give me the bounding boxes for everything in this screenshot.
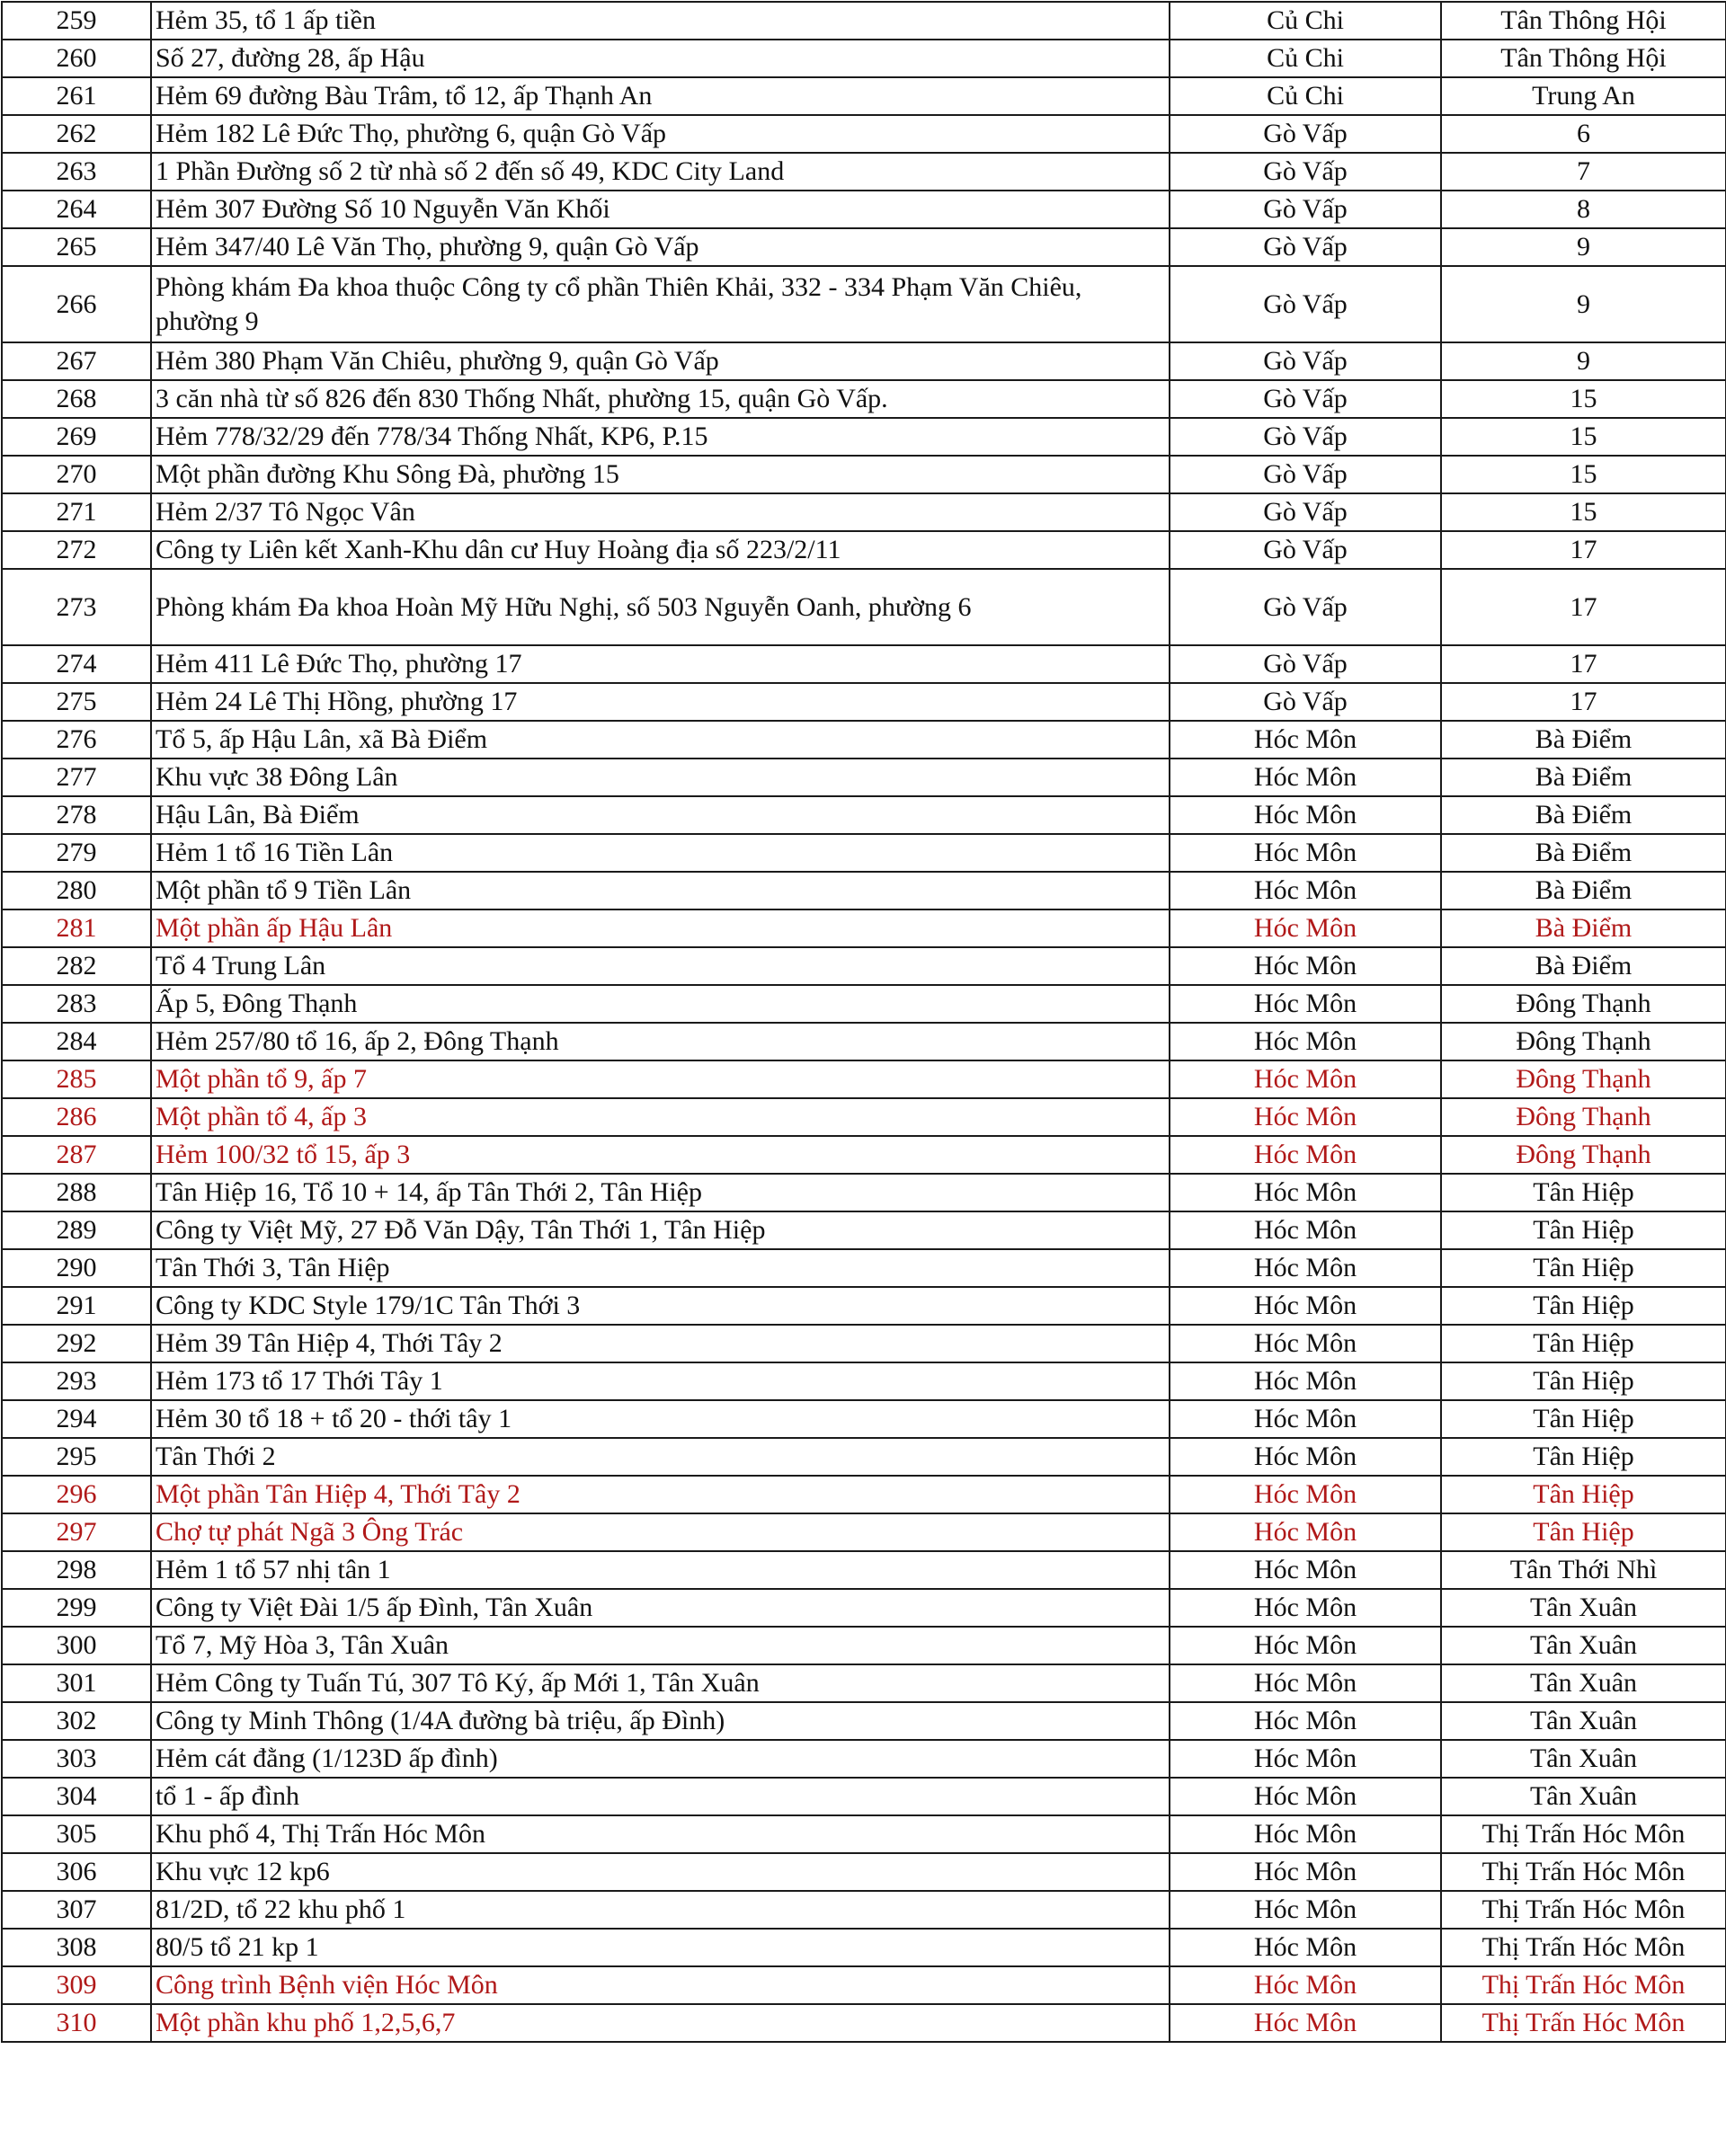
district-cell: Hóc Môn [1170,1476,1441,1513]
ward-cell: Tân Hiệp [1441,1476,1726,1513]
district-cell: Gò Vấp [1170,115,1441,153]
ward-cell: Thị Trấn Hóc Môn [1441,1966,1726,2004]
location-cell: 1 Phần Đường số 2 từ nhà số 2 đến số 49, KDC City Land [151,153,1170,191]
district-cell: Gò Vấp [1170,418,1441,456]
table-row [2,40,1726,77]
ward-cell: Đông Thạnh [1441,1023,1726,1060]
table-row [2,759,1726,796]
table-row [2,342,1726,380]
ward-cell: Tân Hiệp [1441,1362,1726,1400]
row-number-cell: 295 [2,1438,151,1476]
location-cell: Tân Thới 3, Tân Hiệp [151,1249,1170,1287]
district-cell: Hóc Môn [1170,1853,1441,1891]
ward-cell: 7 [1441,153,1726,191]
location-cell: Hẻm 173 tổ 17 Thới Tây 1 [151,1362,1170,1400]
row-number-cell: 262 [2,115,151,153]
row-number-cell: 309 [2,1966,151,2004]
ward-cell: 17 [1441,531,1726,569]
district-cell: Hóc Môn [1170,909,1441,947]
ward-cell: Bà Điểm [1441,834,1726,872]
ward-cell: Đông Thạnh [1441,1136,1726,1174]
table-row [2,569,1726,645]
table-row [2,1249,1726,1287]
row-number-cell: 289 [2,1211,151,1249]
row-number-cell: 294 [2,1400,151,1438]
district-cell: Củ Chi [1170,77,1441,115]
ward-cell: Bà Điểm [1441,909,1726,947]
table-row [2,2004,1726,2042]
location-cell: Công trình Bệnh viện Hóc Môn [151,1966,1170,2004]
district-cell: Hóc Môn [1170,759,1441,796]
district-cell: Hóc Môn [1170,1589,1441,1627]
table-body [2,2,1726,2042]
district-cell: Hóc Môn [1170,1098,1441,1136]
location-cell: Hẻm 257/80 tổ 16, ấp 2, Đông Thạnh [151,1023,1170,1060]
district-cell: Hóc Môn [1170,947,1441,985]
row-number-cell: 259 [2,2,151,40]
table-row [2,834,1726,872]
row-number-cell: 310 [2,2004,151,2042]
row-number-cell: 290 [2,1249,151,1287]
ward-cell: Thị Trấn Hóc Môn [1441,1929,1726,1966]
table-row [2,683,1726,721]
table-row [2,1136,1726,1174]
district-cell: Hóc Môn [1170,1174,1441,1211]
table-row [2,2,1726,40]
ward-cell: Bà Điểm [1441,872,1726,909]
district-cell: Hóc Môn [1170,1702,1441,1740]
row-number-cell: 286 [2,1098,151,1136]
row-number-cell: 265 [2,228,151,266]
table-row [2,1476,1726,1513]
table-row [2,1551,1726,1589]
location-cell: Hẻm Công ty Tuấn Tú, 307 Tô Ký, ấp Mới 1, Tân Xuân [151,1664,1170,1702]
location-cell: Số 27, đường 28, ấp Hậu [151,40,1170,77]
ward-cell: Tân Hiệp [1441,1400,1726,1438]
ward-cell: Tân Hiệp [1441,1174,1726,1211]
ward-cell: Tân Hiệp [1441,1325,1726,1362]
district-cell: Gò Vấp [1170,531,1441,569]
table-row [2,1513,1726,1551]
table-row [2,228,1726,266]
table-row [2,1400,1726,1438]
ward-cell: Tân Thông Hội [1441,40,1726,77]
district-cell: Hóc Môn [1170,1778,1441,1815]
row-number-cell: 297 [2,1513,151,1551]
ward-cell: Tân Xuân [1441,1589,1726,1627]
table-row [2,645,1726,683]
ward-cell: 17 [1441,683,1726,721]
ward-cell: 9 [1441,228,1726,266]
location-cell: Tân Hiệp 16, Tổ 10 + 14, ấp Tân Thới 2, Tân Hiệp [151,1174,1170,1211]
row-number-cell: 292 [2,1325,151,1362]
location-cell: 3 căn nhà từ số 826 đến 830 Thống Nhất, phường 15, quận Gò Vấp. [151,380,1170,418]
ward-cell: Tân Hiệp [1441,1211,1726,1249]
row-number-cell: 276 [2,721,151,759]
row-number-cell: 280 [2,872,151,909]
ward-cell: Tân Thông Hội [1441,2,1726,40]
row-number-cell: 288 [2,1174,151,1211]
location-cell: Hẻm 380 Phạm Văn Chiêu, phường 9, quận Gò Vấp [151,342,1170,380]
ward-cell: 17 [1441,645,1726,683]
table-row [2,1815,1726,1853]
district-cell: Hóc Môn [1170,1060,1441,1098]
row-number-cell: 282 [2,947,151,985]
row-number-cell: 307 [2,1891,151,1929]
ward-cell: Đông Thạnh [1441,1060,1726,1098]
ward-cell: Thị Trấn Hóc Môn [1441,1853,1726,1891]
ward-cell: 15 [1441,493,1726,531]
table-row [2,1325,1726,1362]
table-row [2,796,1726,834]
ward-cell: Tân Xuân [1441,1627,1726,1664]
row-number-cell: 278 [2,796,151,834]
district-cell: Hóc Môn [1170,1438,1441,1476]
ward-cell: Thị Trấn Hóc Môn [1441,2004,1726,2042]
location-cell: Một phần khu phố 1,2,5,6,7 [151,2004,1170,2042]
row-number-cell: 283 [2,985,151,1023]
row-number-cell: 279 [2,834,151,872]
location-cell: Hẻm 2/37 Tô Ngọc Vân [151,493,1170,531]
row-number-cell: 271 [2,493,151,531]
location-cell: Hậu Lân, Bà Điểm [151,796,1170,834]
table-row [2,1929,1726,1966]
location-cell: Hẻm 182 Lê Đức Thọ, phường 6, quận Gò Vấp [151,115,1170,153]
location-cell: Tân Thới 2 [151,1438,1170,1476]
table-row [2,531,1726,569]
table-row [2,493,1726,531]
ward-cell: Tân Hiệp [1441,1287,1726,1325]
row-number-cell: 284 [2,1023,151,1060]
district-cell: Gò Vấp [1170,456,1441,493]
location-cell: Công ty Việt Đài 1/5 ấp Đình, Tân Xuân [151,1589,1170,1627]
district-cell: Hóc Môn [1170,834,1441,872]
district-cell: Hóc Môn [1170,1740,1441,1778]
location-cell: Hẻm 39 Tân Hiệp 4, Thới Tây 2 [151,1325,1170,1362]
location-cell: Hẻm 347/40 Lê Văn Thọ, phường 9, quận Gò Vấp [151,228,1170,266]
ward-cell: 15 [1441,456,1726,493]
ward-cell: Tân Hiệp [1441,1513,1726,1551]
table-row [2,1589,1726,1627]
row-number-cell: 273 [2,569,151,645]
ward-cell: Trung An [1441,77,1726,115]
table-row [2,909,1726,947]
location-cell: Hẻm 307 Đường Số 10 Nguyễn Văn Khối [151,191,1170,228]
district-cell: Gò Vấp [1170,493,1441,531]
ward-cell: Tân Xuân [1441,1702,1726,1740]
table-row [2,418,1726,456]
ward-cell: Tân Hiệp [1441,1438,1726,1476]
ward-cell: 15 [1441,418,1726,456]
district-cell: Hóc Môn [1170,1287,1441,1325]
district-cell: Gò Vấp [1170,645,1441,683]
location-cell: Chợ tự phát Ngã 3 Ông Trác [151,1513,1170,1551]
table-row [2,1627,1726,1664]
location-cell: Hẻm 30 tổ 18 + tổ 20 - thới tây 1 [151,1400,1170,1438]
row-number-cell: 268 [2,380,151,418]
table-row [2,1740,1726,1778]
table-row [2,456,1726,493]
district-cell: Hóc Môn [1170,2004,1441,2042]
district-cell: Hóc Môn [1170,1551,1441,1589]
row-number-cell: 269 [2,418,151,456]
row-number-cell: 263 [2,153,151,191]
district-cell: Hóc Môn [1170,872,1441,909]
table-row [2,1023,1726,1060]
district-cell: Gò Vấp [1170,266,1441,342]
table-row [2,947,1726,985]
location-cell: Công ty KDC Style 179/1C Tân Thới 3 [151,1287,1170,1325]
row-number-cell: 287 [2,1136,151,1174]
table-row [2,77,1726,115]
location-cell: Hẻm 1 tổ 16 Tiền Lân [151,834,1170,872]
ward-cell: 17 [1441,569,1726,645]
ward-cell: Bà Điểm [1441,947,1726,985]
ward-cell: Đông Thạnh [1441,985,1726,1023]
ward-cell: Bà Điểm [1441,759,1726,796]
table-row [2,985,1726,1023]
row-number-cell: 302 [2,1702,151,1740]
district-cell: Hóc Môn [1170,1136,1441,1174]
ward-cell: Tân Hiệp [1441,1249,1726,1287]
location-cell: Khu vực 38 Đông Lân [151,759,1170,796]
location-cell: Hẻm 24 Lê Thị Hồng, phường 17 [151,683,1170,721]
table-row [2,1664,1726,1702]
location-cell: Phòng khám Đa khoa Hoàn Mỹ Hữu Nghị, số 503 Nguyễn Oanh, phường 6 [151,569,1170,645]
table-row [2,191,1726,228]
location-cell: Hẻm 69 đường Bàu Trâm, tổ 12, ấp Thạnh An [151,77,1170,115]
row-number-cell: 306 [2,1853,151,1891]
district-cell: Hóc Môn [1170,1627,1441,1664]
table-row [2,380,1726,418]
row-number-cell: 261 [2,77,151,115]
location-cell: Công ty Việt Mỹ, 27 Đỗ Văn Dậy, Tân Thới 1, Tân Hiệp [151,1211,1170,1249]
ward-cell: Tân Xuân [1441,1664,1726,1702]
location-cell: Tổ 4 Trung Lân [151,947,1170,985]
location-cell: Tổ 7, Mỹ Hòa 3, Tân Xuân [151,1627,1170,1664]
ward-cell: Thị Trấn Hóc Môn [1441,1891,1726,1929]
row-number-cell: 281 [2,909,151,947]
district-cell: Hóc Môn [1170,796,1441,834]
location-cell: Một phần tổ 9 Tiền Lân [151,872,1170,909]
location-cell: Một phần ấp Hậu Lân [151,909,1170,947]
district-cell: Hóc Môn [1170,1929,1441,1966]
district-cell: Hóc Môn [1170,1325,1441,1362]
table-row [2,1060,1726,1098]
location-cell: Hẻm 778/32/29 đến 778/34 Thống Nhất, KP6, P.15 [151,418,1170,456]
ward-cell: Đông Thạnh [1441,1098,1726,1136]
district-cell: Gò Vấp [1170,569,1441,645]
row-number-cell: 293 [2,1362,151,1400]
location-cell: tổ 1 - ấp đình [151,1778,1170,1815]
location-cell: Ấp 5, Đông Thạnh [151,985,1170,1023]
district-cell: Hóc Môn [1170,1891,1441,1929]
row-number-cell: 298 [2,1551,151,1589]
location-cell: Khu phố 4, Thị Trấn Hóc Môn [151,1815,1170,1853]
table-row [2,1438,1726,1476]
row-number-cell: 305 [2,1815,151,1853]
row-number-cell: 274 [2,645,151,683]
ward-cell: 9 [1441,342,1726,380]
location-cell: Một phần tổ 4, ấp 3 [151,1098,1170,1136]
table-row [2,721,1726,759]
row-number-cell: 260 [2,40,151,77]
table-row [2,1287,1726,1325]
district-cell: Hóc Môn [1170,1966,1441,2004]
row-number-cell: 277 [2,759,151,796]
location-cell: Hẻm 100/32 tổ 15, ấp 3 [151,1136,1170,1174]
location-cell: Hẻm 35, tổ 1 ấp tiền [151,2,1170,40]
table-row [2,1966,1726,2004]
row-number-cell: 267 [2,342,151,380]
district-cell: Hóc Môn [1170,1362,1441,1400]
table-row [2,1098,1726,1136]
row-number-cell: 285 [2,1060,151,1098]
table-row [2,1702,1726,1740]
location-cell: Một phần Tân Hiệp 4, Thới Tây 2 [151,1476,1170,1513]
row-number-cell: 296 [2,1476,151,1513]
location-cell: Khu vực 12 kp6 [151,1853,1170,1891]
row-number-cell: 308 [2,1929,151,1966]
district-cell: Gò Vấp [1170,380,1441,418]
table-row [2,115,1726,153]
ward-cell: 9 [1441,266,1726,342]
table-row [2,266,1726,342]
district-cell: Hóc Môn [1170,1249,1441,1287]
location-cell: Công ty Minh Thông (1/4A đường bà triệu, ấp Đình) [151,1702,1170,1740]
row-number-cell: 266 [2,266,151,342]
location-cell: Công ty Liên kết Xanh-Khu dân cư Huy Hoàng địa số 223/2/11 [151,531,1170,569]
district-cell: Hóc Môn [1170,1664,1441,1702]
row-number-cell: 275 [2,683,151,721]
location-cell: Một phần tổ 9, ấp 7 [151,1060,1170,1098]
table-row [2,1853,1726,1891]
location-cell: 81/2D, tổ 22 khu phố 1 [151,1891,1170,1929]
table-row [2,1362,1726,1400]
row-number-cell: 301 [2,1664,151,1702]
location-cell: Phòng khám Đa khoa thuộc Công ty cổ phần Thiên Khải, 332 - 334 Phạm Văn Chiêu, phường 9 [151,266,1170,342]
district-cell: Gò Vấp [1170,228,1441,266]
row-number-cell: 272 [2,531,151,569]
table-row [2,1211,1726,1249]
table-row [2,153,1726,191]
location-cell: Hẻm 1 tổ 57 nhị tân 1 [151,1551,1170,1589]
ward-cell: Tân Thới Nhì [1441,1551,1726,1589]
row-number-cell: 303 [2,1740,151,1778]
district-cell: Hóc Môn [1170,1400,1441,1438]
row-number-cell: 299 [2,1589,151,1627]
district-cell: Hóc Môn [1170,985,1441,1023]
district-cell: Củ Chi [1170,2,1441,40]
district-cell: Hóc Môn [1170,1211,1441,1249]
ward-cell: 8 [1441,191,1726,228]
location-cell: Hẻm cát đằng (1/123D ấp đình) [151,1740,1170,1778]
ward-cell: 15 [1441,380,1726,418]
district-cell: Củ Chi [1170,40,1441,77]
table-row [2,1778,1726,1815]
district-cell: Gò Vấp [1170,153,1441,191]
ward-cell: Bà Điểm [1441,796,1726,834]
district-cell: Hóc Môn [1170,1023,1441,1060]
district-cell: Gò Vấp [1170,683,1441,721]
row-number-cell: 300 [2,1627,151,1664]
row-number-cell: 270 [2,456,151,493]
row-number-cell: 264 [2,191,151,228]
ward-cell: Thị Trấn Hóc Môn [1441,1815,1726,1853]
district-cell: Hóc Môn [1170,721,1441,759]
location-cell: 80/5 tổ 21 kp 1 [151,1929,1170,1966]
ward-cell: Tân Xuân [1441,1778,1726,1815]
district-cell: Gò Vấp [1170,342,1441,380]
district-cell: Gò Vấp [1170,191,1441,228]
district-cell: Hóc Môn [1170,1815,1441,1853]
table-row [2,1174,1726,1211]
ward-cell: Tân Xuân [1441,1740,1726,1778]
ward-cell: 6 [1441,115,1726,153]
district-cell: Hóc Môn [1170,1513,1441,1551]
location-cell: Tổ 5, ấp Hậu Lân, xã Bà Điểm [151,721,1170,759]
location-cell: Một phần đường Khu Sông Đà, phường 15 [151,456,1170,493]
row-number-cell: 291 [2,1287,151,1325]
ward-cell: Bà Điểm [1441,721,1726,759]
lockdown-area-table [1,1,1726,2043]
row-number-cell: 304 [2,1778,151,1815]
table-row [2,1891,1726,1929]
location-cell: Hẻm 411 Lê Đức Thọ, phường 17 [151,645,1170,683]
table-row [2,872,1726,909]
